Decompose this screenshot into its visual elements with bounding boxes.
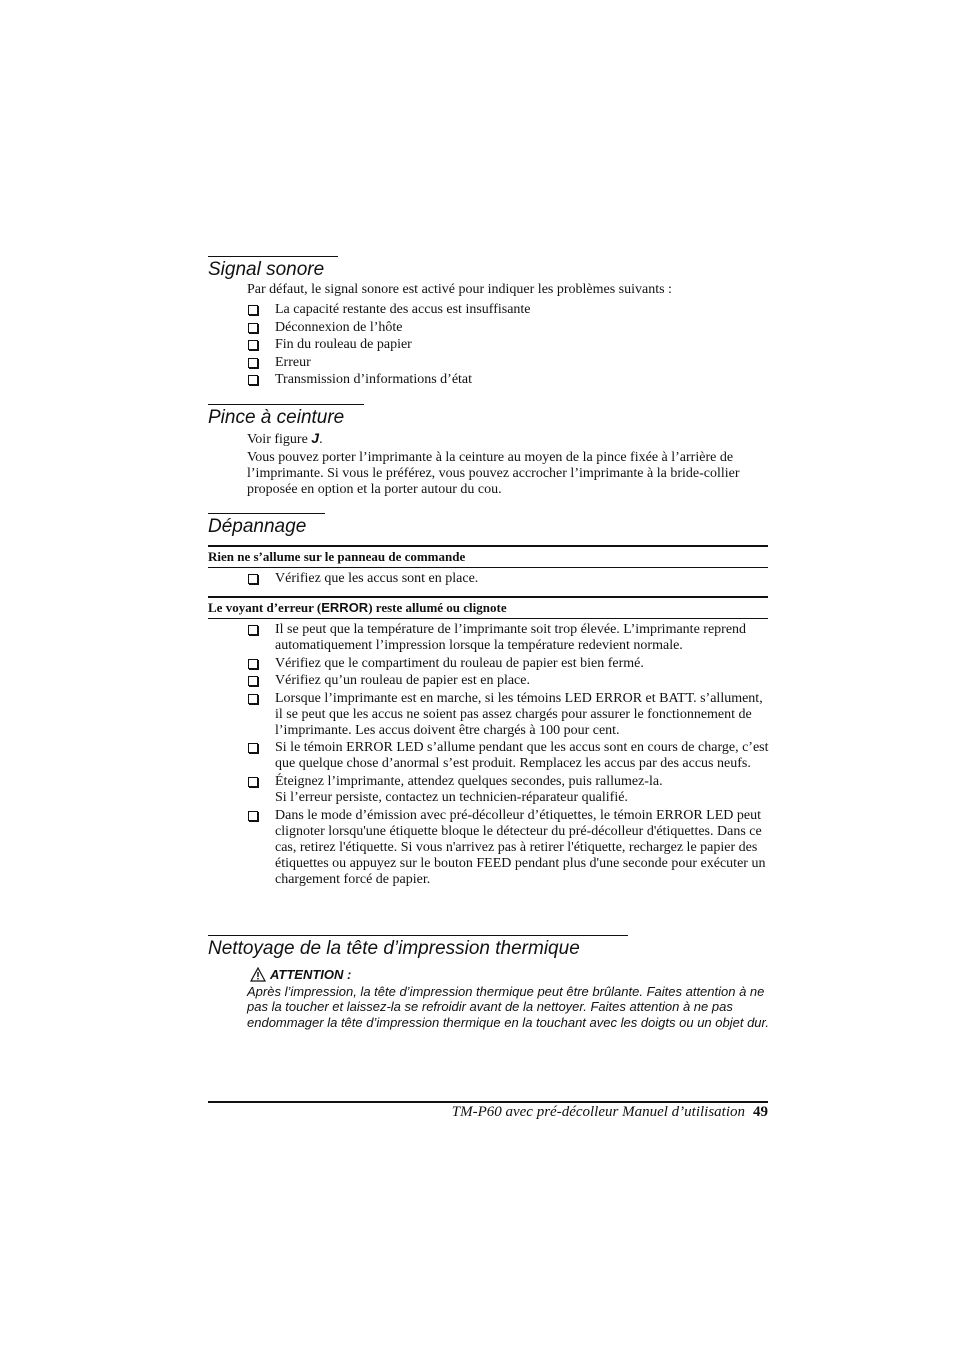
warning-heading: ATTENTION : [250, 967, 351, 983]
title-rule [208, 256, 338, 257]
checkbox-bullet-icon [248, 574, 258, 584]
list-item: Fin du rouleau de papier [247, 337, 772, 353]
checkbox-bullet-icon [248, 743, 258, 753]
checkbox-bullet-icon [248, 777, 258, 787]
subheading-error: Le voyant d’erreur (ERROR) reste allumé ou clignote [208, 600, 507, 615]
section-title-pince: Pince à ceinture [208, 407, 344, 429]
list-item: Vérifiez que le compartiment du rouleau de papier est bien fermé. [247, 656, 772, 672]
footer-title: TM-P60 avec pré-décolleur Manuel d’utilisation [451, 1104, 745, 1120]
checkbox-bullet-icon [248, 694, 258, 704]
subheading-panel: Rien ne s’allume sur le panneau de commande [208, 549, 466, 564]
warning-text: Après l’impression, la tête d’impression thermique peut être brûlante. Faites attention à ne pas la toucher et laissez-la se refroidir avant de la nettoyer. Faites attention à ne pas endommager la tête d’impression thermique en la touchant avec les doigts ou un objet dur. [247, 984, 769, 1030]
section-title-depannage: Dépannage [208, 516, 306, 538]
panel-list [247, 571, 772, 589]
section-title-signal: Signal sonore [208, 259, 324, 281]
checkbox-bullet-icon [248, 358, 258, 368]
list-item: La capacité restante des accus est insuffisante [247, 302, 772, 318]
list-item: Si le témoin ERROR LED s’allume pendant que les accus sont en cours de charge, c’est que quelque chose d’anormal s’est produit. Remplacez les accus par des accus neufs. [247, 740, 772, 772]
list-item: Il se peut que la température de l’imprimante soit trop élevée. L’imprimante reprend automatiquement l’impression lorsque la température redevient normale. [247, 622, 772, 654]
table-rule-mid [208, 567, 768, 568]
list-item: Éteignez l’imprimante, attendez quelques secondes, puis rallumez-la. Si l’erreur persiste, contactez un technicien-réparateur qualifié. [247, 774, 772, 806]
list-item: Déconnexion de l’hôte [247, 320, 772, 336]
pince-voir-figure: Voir figure J. [247, 430, 323, 447]
title-rule [208, 513, 325, 514]
list-item: Vérifiez qu’un rouleau de papier est en place. [247, 673, 772, 689]
checkbox-bullet-icon [248, 676, 258, 686]
table-rule-top [208, 596, 768, 598]
checkbox-bullet-icon [248, 323, 258, 333]
list-item: Transmission d’informations d’état [247, 372, 772, 388]
figure-ref: J [311, 430, 320, 446]
table-rule-mid [208, 618, 768, 619]
footer-rule [208, 1101, 768, 1103]
list-item: Lorsque l’imprimante est en marche, si les témoins LED ERROR et BATT. s’allument, il se peut que les accus ne soient pas assez chargés pour assurer le fonctionnement de l’imprimante. Les accus doivent être chargés à 100 pour cent. [247, 691, 772, 739]
list-item: Dans le mode d’émission avec pré-décolleur d’étiquettes, le témoin ERROR LED peut clignoter lorsqu'une étiquette bloque le détecteur du pré-décolleur d'étiquettes. Dans ce cas, retirez l'étiquette. Si vous n'arrivez pas à retirer l'étiquette, rechargez le papier des étiquettes ou appuyez sur le bouton FEED pendant plus d'une seconde pour exécuter un chargement forcé de papier. [247, 808, 772, 888]
checkbox-bullet-icon [248, 340, 258, 350]
list-item: Erreur [247, 355, 772, 371]
page-footer [452, 1104, 768, 1121]
checkbox-bullet-icon [248, 625, 258, 635]
warning-triangle-icon [250, 967, 266, 982]
pince-text: Vous pouvez porter l’imprimante à la ceinture au moyen de la pince fixée à l’arrière de l’imprimante. Si vous le préférez, vous pouvez accrocher l’imprimante à la bride-collier proposée en option et la porter autour du cou. [247, 450, 740, 497]
title-rule [208, 404, 364, 405]
error-list [247, 622, 772, 889]
table-rule-top [208, 545, 768, 547]
page-number: 49 [753, 1104, 768, 1120]
title-rule [208, 935, 628, 936]
checkbox-bullet-icon [248, 659, 258, 669]
error-code: ERROR [321, 600, 369, 615]
section-title-nettoyage: Nettoyage de la tête d’impression thermique [208, 938, 580, 960]
list-item: Vérifiez que les accus sont en place. [247, 571, 772, 587]
checkbox-bullet-icon [248, 305, 258, 315]
checkbox-bullet-icon [248, 811, 258, 821]
checkbox-bullet-icon [248, 375, 258, 385]
signal-list [247, 302, 772, 390]
signal-intro: Par défaut, le signal sonore est activé pour indiquer les problèmes suivants : [247, 282, 672, 297]
